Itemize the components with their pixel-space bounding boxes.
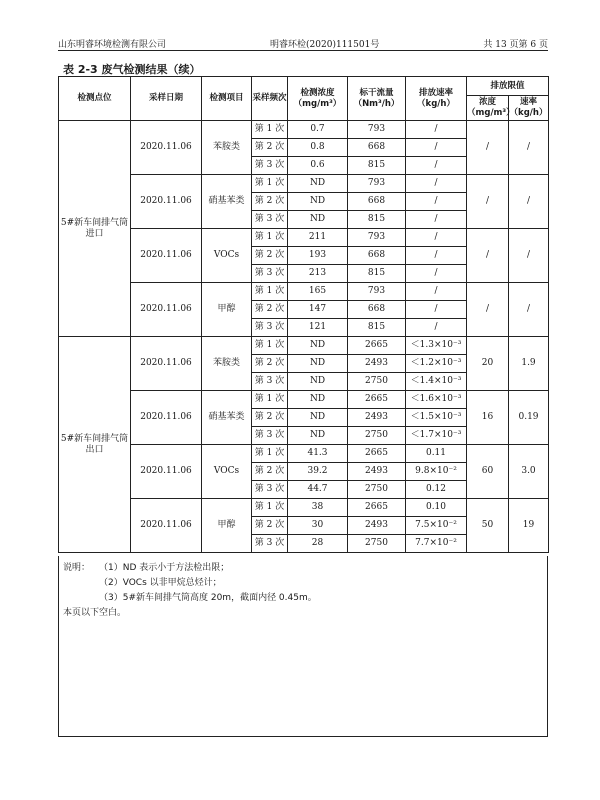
limit-rate-cell: / (509, 283, 549, 337)
company-name: 山东明睿环境检测有限公司 (58, 40, 167, 50)
freq-cell: 第 2 次 (252, 139, 288, 157)
freq-cell: 第 3 次 (252, 157, 288, 175)
limit-conc-cell: 16 (467, 391, 509, 445)
conc-cell: 38 (288, 499, 348, 517)
date-cell: 2020.11.06 (131, 445, 202, 499)
rate-cell: / (406, 157, 467, 175)
item-cell: 甲醇 (202, 283, 252, 337)
page-header (58, 37, 548, 50)
limit-rate-cell: / (509, 175, 549, 229)
item-cell: 硝基苯类 (202, 391, 252, 445)
flow-cell: 815 (348, 157, 406, 175)
limit-conc-cell: / (467, 283, 509, 337)
item-cell: VOCs (202, 229, 252, 283)
date-cell: 2020.11.06 (131, 499, 202, 553)
flow-cell: 668 (348, 193, 406, 211)
rate-cell: 7.5×10⁻² (406, 517, 467, 535)
page-info: 共 13 页第 6 页 (483, 40, 548, 50)
flow-cell: 2665 (348, 391, 406, 409)
rate-cell: / (406, 319, 467, 337)
note-item: （2）VOCs 以非甲烷总烃计； (99, 578, 222, 588)
freq-cell: 第 2 次 (252, 301, 288, 319)
rate-cell: 0.11 (406, 445, 467, 463)
rate-cell: / (406, 121, 467, 139)
rate-cell: / (406, 283, 467, 301)
date-cell: 2020.11.06 (131, 337, 202, 391)
flow-cell: 2665 (348, 445, 406, 463)
report-number: 明睿环检(2020)111501号 (270, 40, 380, 50)
flow-cell: 668 (348, 139, 406, 157)
freq-cell: 第 2 次 (252, 409, 288, 427)
flow-cell: 793 (348, 121, 406, 139)
table-row (59, 229, 549, 247)
col-limit-rate: 速率（kg/h） (509, 96, 549, 121)
freq-cell: 第 2 次 (252, 193, 288, 211)
flow-cell: 793 (348, 229, 406, 247)
limit-conc-cell: 50 (467, 499, 509, 553)
flow-cell: 2750 (348, 427, 406, 445)
flow-cell: 815 (348, 265, 406, 283)
table-row (59, 175, 549, 193)
conc-cell: 211 (288, 229, 348, 247)
notes-section (58, 556, 548, 737)
freq-cell: 第 3 次 (252, 211, 288, 229)
conc-cell: 28 (288, 535, 348, 553)
flow-cell: 2750 (348, 373, 406, 391)
table-row (59, 121, 549, 139)
rate-cell: / (406, 265, 467, 283)
location-cell: 5#新车间排气筒出口 (59, 337, 131, 553)
conc-cell: ND (288, 175, 348, 193)
flow-cell: 2665 (348, 499, 406, 517)
date-cell: 2020.11.06 (131, 391, 202, 445)
rate-cell: 7.7×10⁻² (406, 535, 467, 553)
freq-cell: 第 1 次 (252, 499, 288, 517)
item-cell: 苯胺类 (202, 121, 252, 175)
limit-rate-cell: 3.0 (509, 445, 549, 499)
conc-cell: 165 (288, 283, 348, 301)
rate-cell: ＜1.6×10⁻³ (406, 391, 467, 409)
col-rate: 排放速率（kg/h） (406, 77, 467, 121)
col-item: 检测项目 (202, 77, 252, 121)
limit-conc-cell: / (467, 175, 509, 229)
date-cell: 2020.11.06 (131, 229, 202, 283)
conc-cell: ND (288, 427, 348, 445)
freq-cell: 第 3 次 (252, 319, 288, 337)
flow-cell: 668 (348, 301, 406, 319)
note-item: （1）ND 表示小于方法检出限； (99, 563, 230, 573)
conc-cell: 0.6 (288, 157, 348, 175)
table-row (59, 283, 549, 301)
conc-cell: ND (288, 355, 348, 373)
flow-cell: 2665 (348, 337, 406, 355)
conc-cell: 193 (288, 247, 348, 265)
conc-cell: 44.7 (288, 481, 348, 499)
col-date: 采样日期 (131, 77, 202, 121)
freq-cell: 第 3 次 (252, 535, 288, 553)
freq-cell: 第 1 次 (252, 391, 288, 409)
conc-cell: 121 (288, 319, 348, 337)
limit-conc-cell: / (467, 121, 509, 175)
date-cell: 2020.11.06 (131, 283, 202, 337)
rate-cell: / (406, 247, 467, 265)
freq-cell: 第 3 次 (252, 373, 288, 391)
rate-cell: ＜1.3×10⁻³ (406, 337, 467, 355)
limit-conc-cell: 20 (467, 337, 509, 391)
table-row (59, 391, 549, 409)
limit-conc-cell: 60 (467, 445, 509, 499)
flow-cell: 2750 (348, 535, 406, 553)
freq-cell: 第 2 次 (252, 247, 288, 265)
flow-cell: 815 (348, 319, 406, 337)
conc-cell: ND (288, 409, 348, 427)
conc-cell: ND (288, 211, 348, 229)
flow-cell: 793 (348, 175, 406, 193)
conc-cell: ND (288, 391, 348, 409)
date-cell: 2020.11.06 (131, 175, 202, 229)
col-conc: 检测浓度（mg/m³） (288, 77, 348, 121)
flow-cell: 2750 (348, 481, 406, 499)
freq-cell: 第 1 次 (252, 283, 288, 301)
note-item: （3）5#新车间排气筒高度 20m，截面内径 0.45m。 (99, 593, 317, 603)
notes-label: 说明： (63, 563, 91, 573)
table-title: 表 2-3 废气检测结果（续） (63, 63, 201, 76)
freq-cell: 第 1 次 (252, 121, 288, 139)
rate-cell: 0.12 (406, 481, 467, 499)
table-row (59, 499, 549, 517)
flow-cell: 2493 (348, 463, 406, 481)
rate-cell: ＜1.7×10⁻³ (406, 427, 467, 445)
table-row (59, 337, 549, 355)
exhaust-results-table (58, 76, 549, 553)
conc-cell: 0.8 (288, 139, 348, 157)
rate-cell: ＜1.4×10⁻³ (406, 373, 467, 391)
col-flow: 标干流量（Nm³/h） (348, 77, 406, 121)
conc-cell: 213 (288, 265, 348, 283)
limit-rate-cell: 0.19 (509, 391, 549, 445)
flow-cell: 815 (348, 211, 406, 229)
col-point: 检测点位 (59, 77, 131, 121)
notes-end: 本页以下空白。 (63, 608, 127, 618)
date-cell: 2020.11.06 (131, 121, 202, 175)
freq-cell: 第 2 次 (252, 517, 288, 535)
rate-cell: / (406, 211, 467, 229)
item-cell: 硝基苯类 (202, 175, 252, 229)
conc-cell: 39.2 (288, 463, 348, 481)
flow-cell: 2493 (348, 517, 406, 535)
conc-cell: ND (288, 337, 348, 355)
freq-cell: 第 1 次 (252, 175, 288, 193)
rate-cell: ＜1.5×10⁻³ (406, 409, 467, 427)
limit-rate-cell: 1.9 (509, 337, 549, 391)
flow-cell: 2493 (348, 409, 406, 427)
col-freq: 采样频次 (252, 77, 288, 121)
header-rule (58, 50, 548, 51)
freq-cell: 第 1 次 (252, 337, 288, 355)
limit-conc-cell: / (467, 229, 509, 283)
item-cell: 苯胺类 (202, 337, 252, 391)
rate-cell: / (406, 301, 467, 319)
conc-cell: 30 (288, 517, 348, 535)
conc-cell: 41.3 (288, 445, 348, 463)
conc-cell: 147 (288, 301, 348, 319)
limit-rate-cell: / (509, 229, 549, 283)
location-cell: 5#新车间排气筒进口 (59, 121, 131, 337)
flow-cell: 793 (348, 283, 406, 301)
rate-cell: 0.10 (406, 499, 467, 517)
rate-cell: / (406, 193, 467, 211)
item-cell: 甲醇 (202, 499, 252, 553)
limit-rate-cell: 19 (509, 499, 549, 553)
rate-cell: ＜1.2×10⁻³ (406, 355, 467, 373)
freq-cell: 第 3 次 (252, 481, 288, 499)
freq-cell: 第 1 次 (252, 229, 288, 247)
rate-cell: / (406, 139, 467, 157)
flow-cell: 668 (348, 247, 406, 265)
freq-cell: 第 3 次 (252, 427, 288, 445)
conc-cell: ND (288, 373, 348, 391)
col-limit: 排放限值 (467, 77, 549, 96)
conc-cell: 0.7 (288, 121, 348, 139)
freq-cell: 第 3 次 (252, 265, 288, 283)
conc-cell: ND (288, 193, 348, 211)
freq-cell: 第 1 次 (252, 445, 288, 463)
table-row (59, 445, 549, 463)
flow-cell: 2493 (348, 355, 406, 373)
col-limit-conc: 浓度（mg/m³） (467, 96, 509, 121)
rate-cell: / (406, 229, 467, 247)
freq-cell: 第 2 次 (252, 355, 288, 373)
item-cell: VOCs (202, 445, 252, 499)
table-body (59, 121, 549, 553)
limit-rate-cell: / (509, 121, 549, 175)
freq-cell: 第 2 次 (252, 463, 288, 481)
rate-cell: / (406, 175, 467, 193)
rate-cell: 9.8×10⁻² (406, 463, 467, 481)
